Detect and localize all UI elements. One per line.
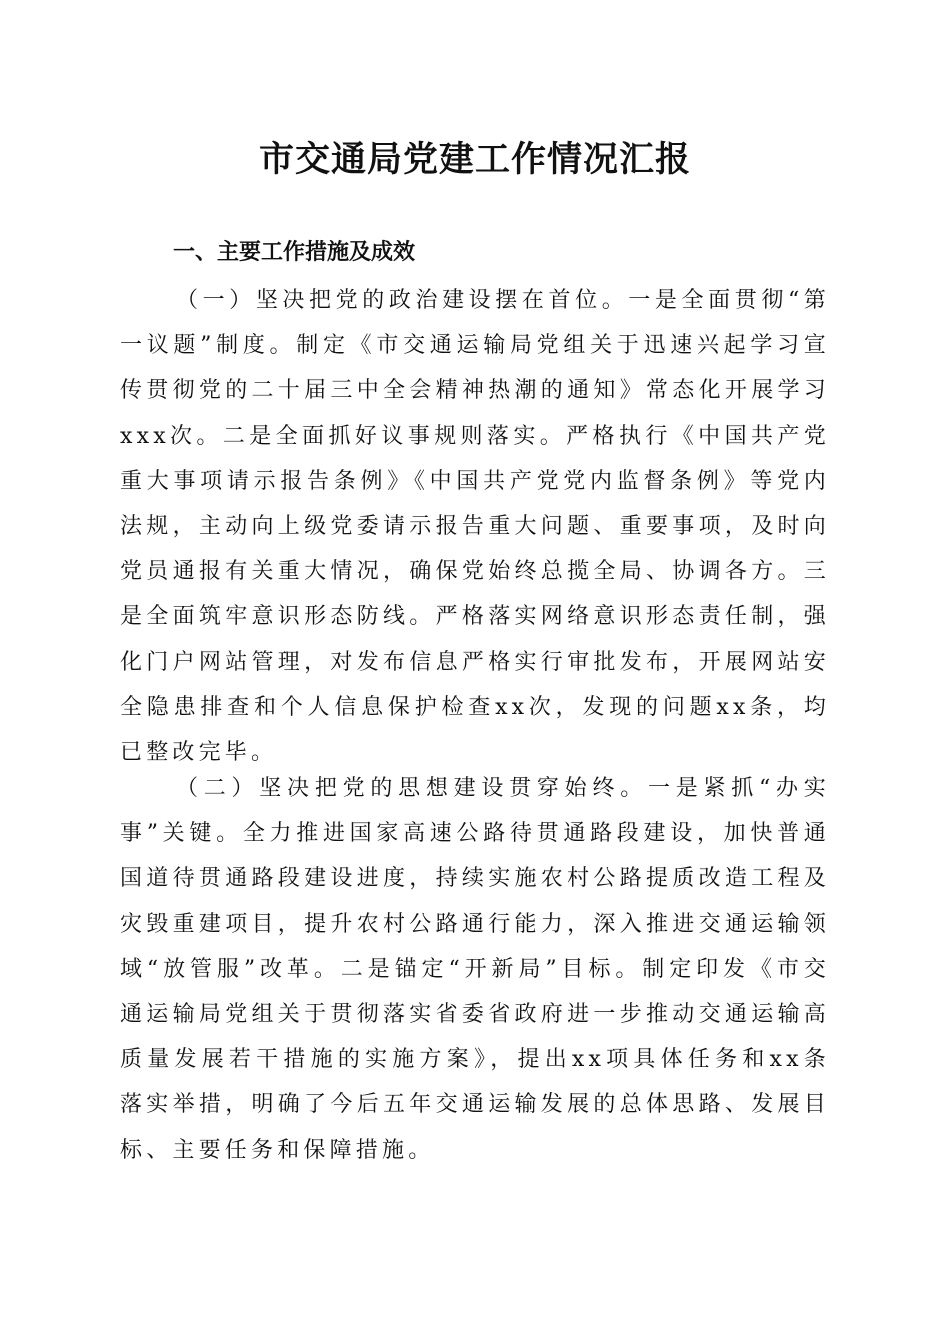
paragraph-political-building: （一）坚决把党的政治建设摆在首位。一是全面贯彻“第一议题”制度。制定《市交通运输局党组关于迅速兴起学习宣传贯彻党的二十届三中全会精神热潮的通知》常态化开展学习xxx次。二是全面抓好议事规则落实。严格执行《中国共产党重大事项请示报告条例》《中国共产党党内监督条例》等党内法规，主动向上级党委请示报告重大问题、重要事项，及时向党员通报有关重大情况，确保党始终总揽全局、协调各方。三是全面筑牢意识形态防线。严格落实网络意识形态责任制，强化门户网站管理，对发布信息严格实行审批发布，开展网站安全隐患排查和个人信息保护检查xx次，发现的问题xx条，均已整改完毕。 bbox=[120, 288, 830, 766]
document-title: 市交通局党建工作情况汇报 bbox=[258, 140, 691, 180]
paragraph-ideological-building: （二）坚决把党的思想建设贯穿始终。一是紧抓“办实事”关键。全力推进国家高速公路待贯通路段建设，加快普通国道待贯通路段建设进度，持续实施农村公路提质改造工程及灾毁重建项目，提升农村公路通行能力，深入推进交通运输领域“放管服”改革。二是锚定“开新局”目标。制定印发《市交通运输局党组关于贯彻落实省委省政府进一步推动交通运输高质量发展若干措施的实施方案》，提出xx项具体任务和xx条落实举措，明确了今后五年交通运输发展的总体思路、发展目标、主要任务和保障措施。 bbox=[120, 776, 830, 1163]
section-heading: 一、主要工作措施及成效 bbox=[173, 240, 416, 265]
